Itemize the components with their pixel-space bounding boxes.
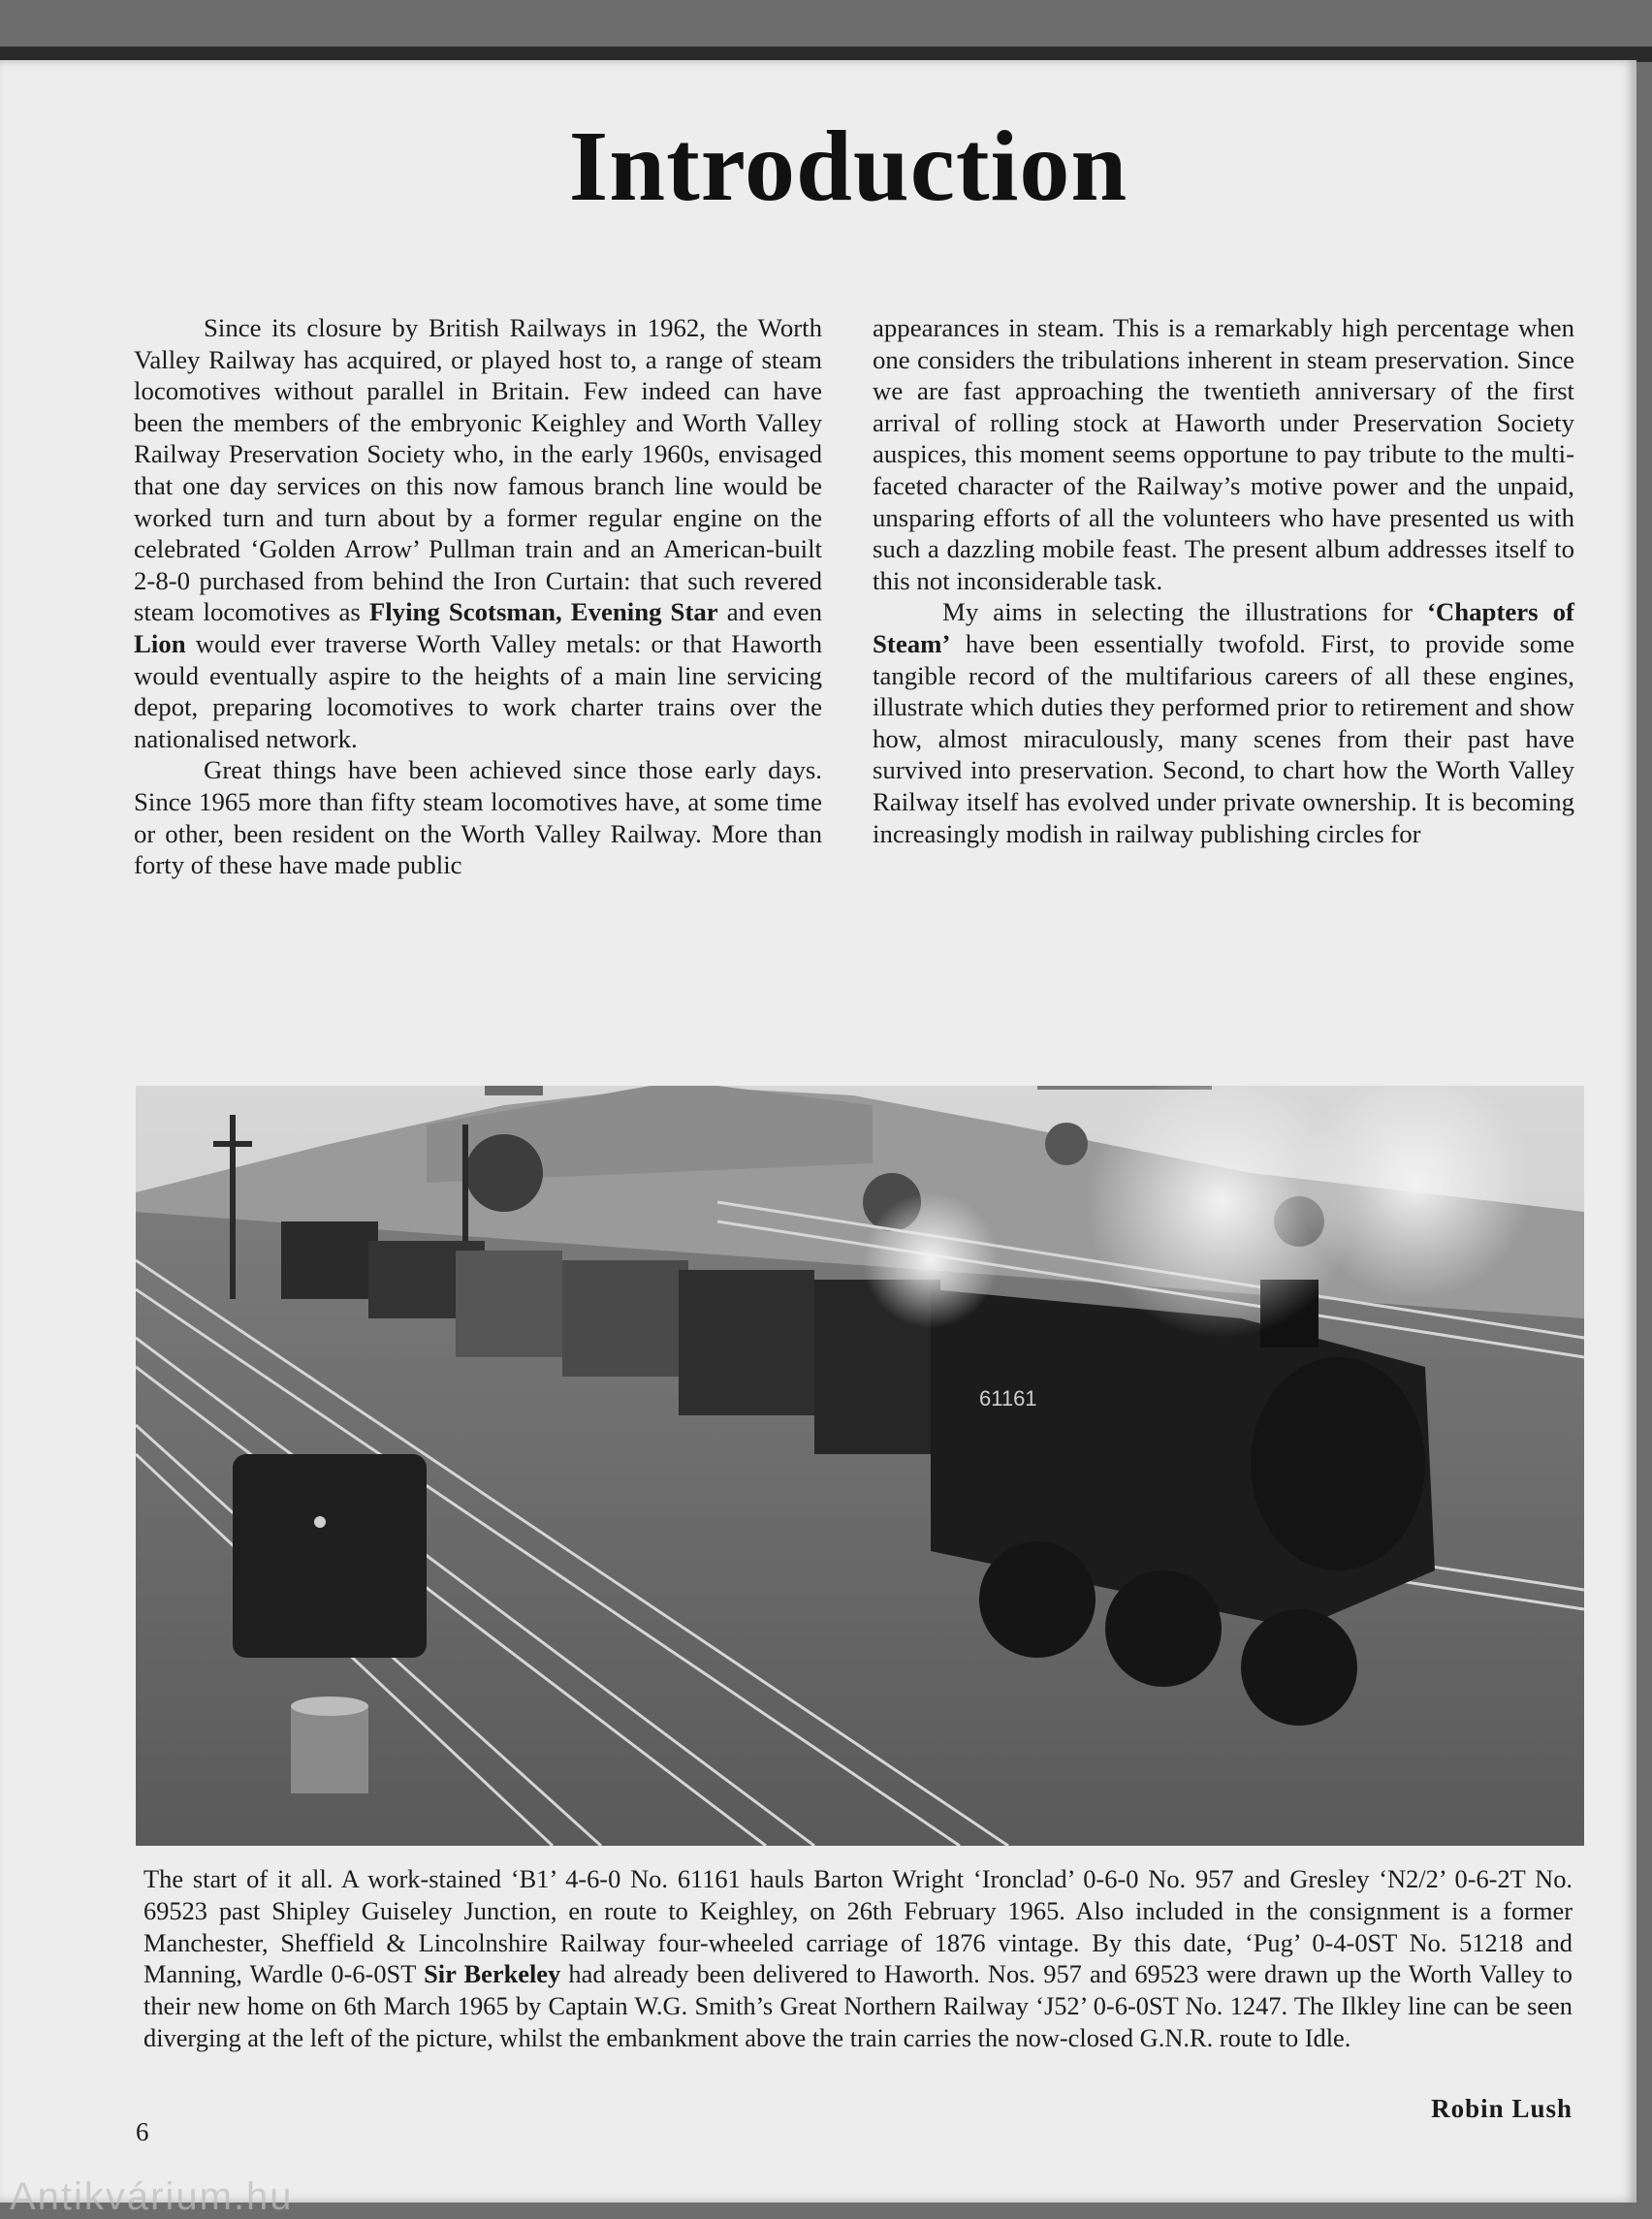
caption-text-end: had already been delivered to Haworth. Nos. 957 and 69523 were drawn up the Worth Valley to their new home on 6th March 1965 by Captain W.G. Smith’s Great Northern Railway ‘J52’ 0-6-0ST No. 1247. The Ilkley line can be seen diverging at the left of the picture, whilst the embankment above the train carries the now-closed G.N.R. route to Idle.: [143, 1959, 1573, 2052]
right-column: [873, 312, 1574, 849]
left-p1-text: Since its closure by British Railways in 1962, the Worth Valley Railway has acquired, or played host to, a range of steam locomotives without parallel in Britain. Few indeed can have been the members of the embryonic Keighley and Worth Valley Railway Preservation Society who, in the early 1960s, envisaged that one day services on this now famous branch line would be worked turn and turn about by a former regular engine on the celebrated ‘Golden Arrow’ Pullman train and an American-built 2-8-0 purchased from behind the Iron Curtain: that such revered steam locomotives as: [134, 313, 822, 627]
loco-flying-scotsman: Flying Scotsman,: [368, 597, 562, 627]
caption-text-start: The start of it all. A work-stained ‘B1’ 4-6-0 No. 61161 hauls Barton Wright ‘Ironclad’ 0-6-0 No. 957 and Gresley ‘N2/2’ 0-6-2T No. 69523 past Shipley Guiseley Junction, en route to Keighley, on 26th February 1965. Also included in the consignment is a former Manchester, Sheffield & Lincolnshire Railway four-wheeled carriage of 1876 vintage. By this date, ‘Pug’ 0-4-0ST No. 51218 and Manning, Wardle 0-6-0ST: [143, 1864, 1573, 1989]
left-p1-connector: and even: [726, 597, 822, 627]
smokebox-number: 61161: [979, 1386, 1037, 1411]
right-paragraph-2: [873, 596, 1574, 849]
book-title: ‘Chapters of Steam’: [873, 597, 1574, 658]
left-p1-end: would ever traverse Worth Valley metals: or that Haworth would eventually aspire to the heights of a main line servicing depot, preparing locomotives to work charter trains over the nationalised network.: [134, 628, 822, 753]
right-paragraph-1: appearances in steam. This is a remarkably high percentage when one considers the tribulations inherent in steam preservation. Since we are fast approaching the twentieth anniversary of the first arrival of rolling stock at Haworth under Preservation Society auspices, this moment seems opportune to pay tribute to the multi-faceted character of the Railway’s motive power and the unpaid, unsparing efforts of all the volunteers who have presented us with such a dazzling mobile feast. The present album addresses itself to this not inconsiderable task.: [873, 313, 1574, 595]
right-p2-end: have been essentially twofold. First, to provide some tangible record of the multifarious careers of all these engines, illustrate which duties they performed prior to retirement and show how, almost miraculously, many scenes from their past have survived into preservation. Second, to chart how the Worth Valley Railway itself has evolved under private ownership. It is becoming increasingly modish in railway publishing circles for: [873, 628, 1574, 848]
watermark: Antikvárium.hu: [10, 2175, 294, 2218]
page-number: 6: [136, 2117, 149, 2146]
photo-caption: [143, 1863, 1573, 2054]
right-p2-start: My aims in selecting the illustrations for: [942, 597, 1413, 627]
page-title: Introduction: [568, 111, 1128, 222]
loco-lion: Lion: [134, 628, 186, 658]
left-paragraph-2: Great things have been achieved since those early days. Since 1965 more than fifty steam locomotives have, at some time or other, been resident on the Worth Valley Railway. More than forty of these have made public: [134, 755, 822, 880]
left-paragraph-1: [134, 312, 822, 754]
loco-evening-star: Evening Star: [570, 597, 718, 627]
photo-lineside-hut: [233, 1454, 427, 1658]
caption-loco-name: Sir Berkeley: [424, 1959, 561, 1989]
left-column: [134, 312, 822, 881]
author-name: Robin Lush: [1431, 2094, 1573, 2123]
photo-oil-drum: [291, 1696, 368, 1793]
railway-photograph: [136, 1086, 1584, 1846]
